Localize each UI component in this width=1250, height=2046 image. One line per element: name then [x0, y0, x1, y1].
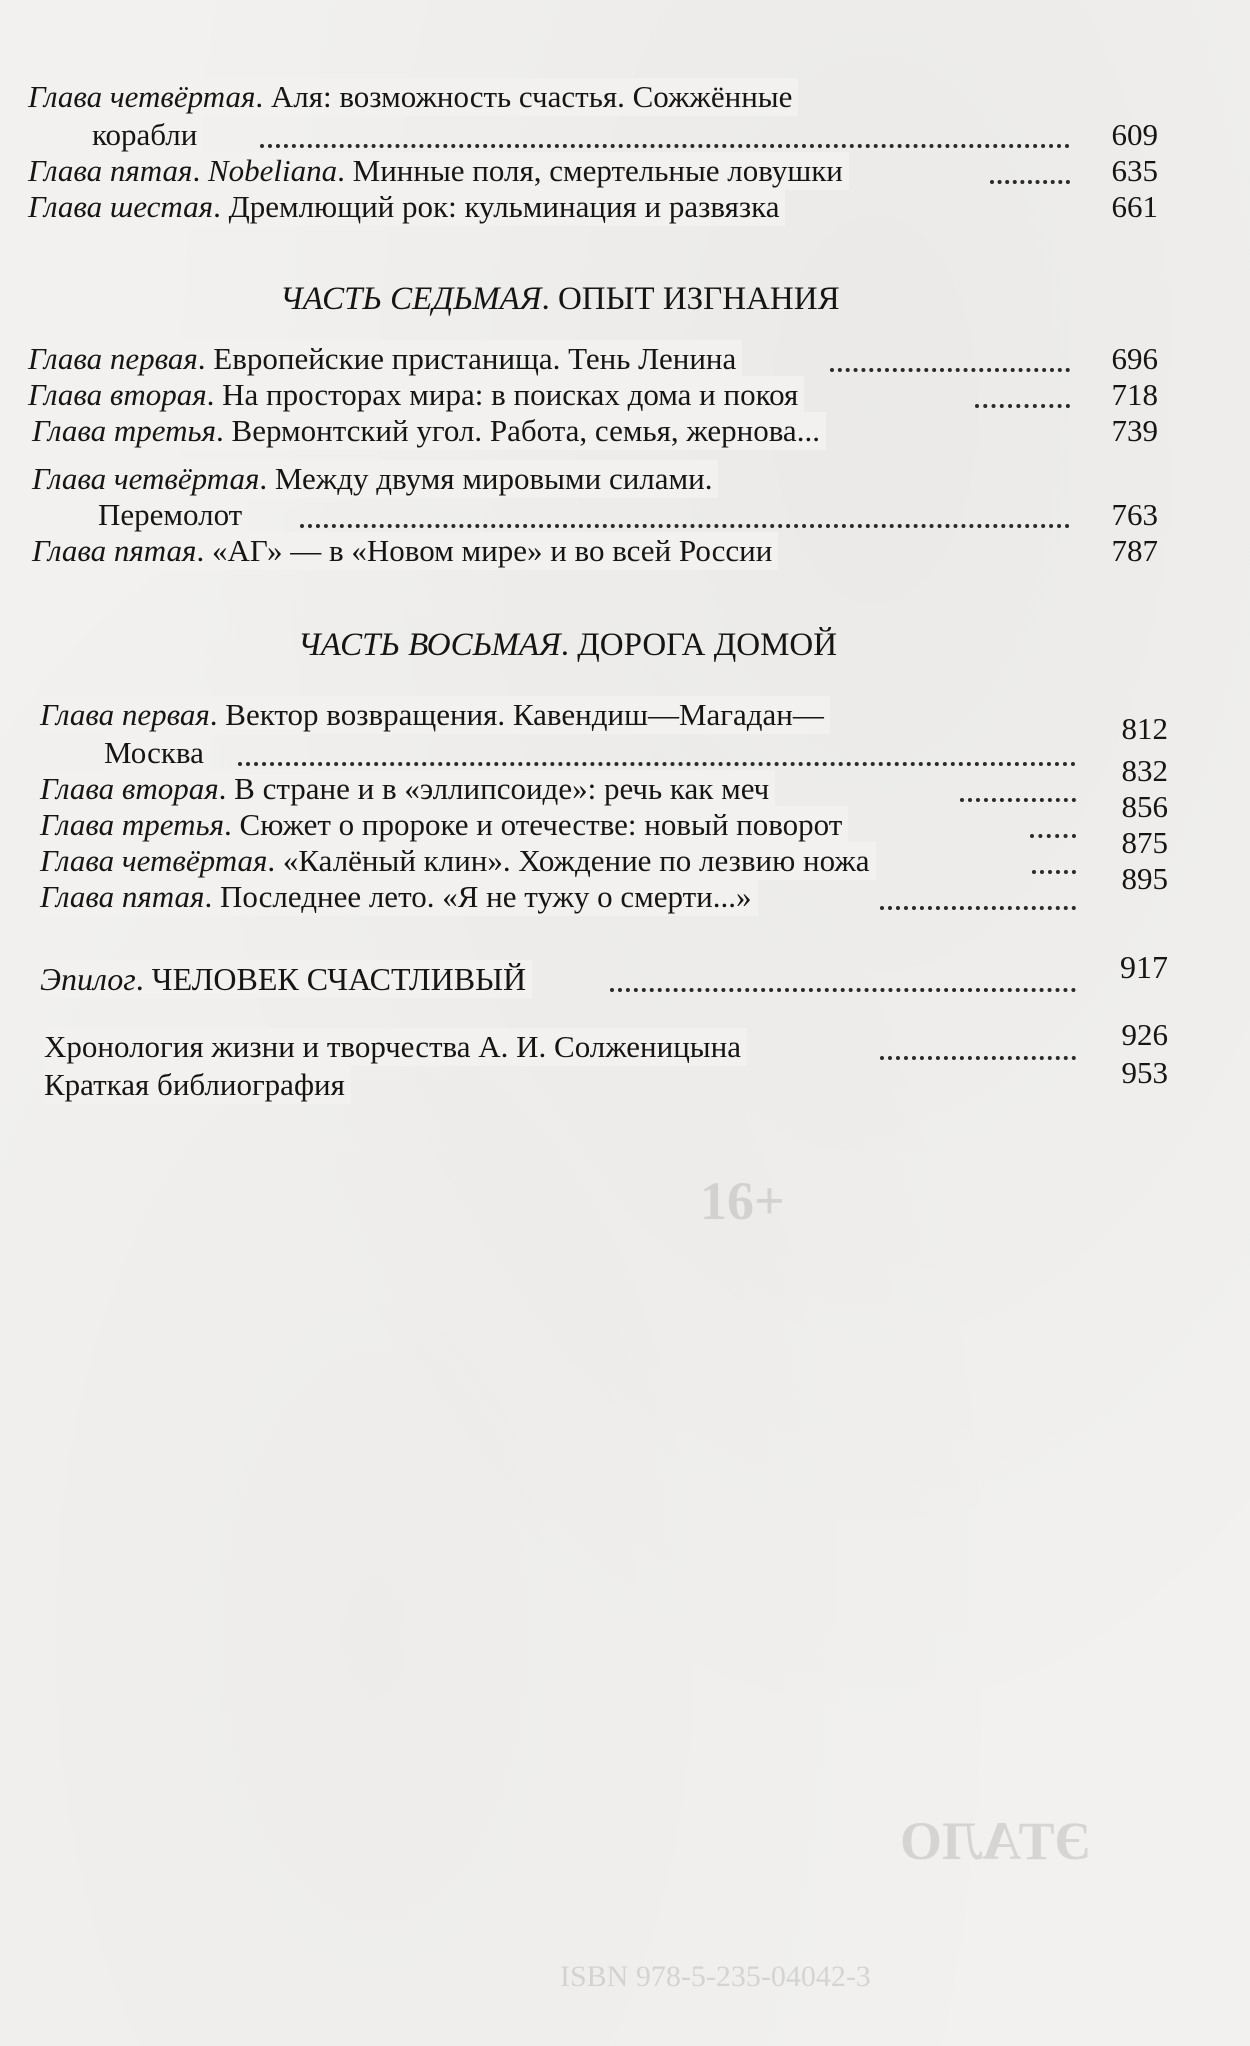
chapter-title: Аля: возможность счастья. Сожжённые	[270, 79, 793, 114]
part-title: ОПЫТ ИЗГНАНИЯ	[557, 281, 840, 317]
toc-entry-p7-ch2: Глава вторая. На просторах мира: в поисках дома и покоя 718	[0, 376, 1250, 414]
chapter-title: Сюжет о пророке и отечестве: новый поворот	[239, 807, 843, 842]
page-number: 832	[1121, 753, 1168, 788]
chapter-title: Между двумя мировыми силами.	[274, 461, 713, 496]
page-number: 917	[1120, 949, 1168, 985]
page-number: 609	[1111, 117, 1158, 152]
page-number: 635	[1111, 153, 1158, 188]
chapter-label: Глава вторая	[28, 377, 207, 412]
toc-entry-p8-ch5-page	[0, 860, 1250, 898]
toc-entry-p8-ch4-page	[0, 824, 1250, 862]
reverse-side-bleed-area	[0, 1110, 1250, 2046]
page-number: 895	[1121, 861, 1168, 896]
chapter-title-continuation: Перемолот	[98, 496, 248, 534]
appendix-title: Хронология жизни и творчества А. И. Солженицына	[44, 1028, 747, 1066]
chapter-title-italic: Nobeliana	[207, 153, 338, 188]
chapter-label: Глава четвёртая	[32, 461, 260, 496]
leader-dots	[300, 486, 1070, 528]
toc-entry-p8-ch5: Глава пятая. Последнее лето. «Я не тужу о смерти...»	[0, 878, 1250, 916]
toc-entry-p8-ch2: Глава вторая. В стране и в «эллипсоиде»: речь как меч	[0, 770, 1250, 808]
chapter-title: Последнее лето. «Я не тужу о смерти...»	[219, 879, 752, 914]
chapter-label: Глава шестая	[28, 189, 214, 224]
page-number: 812	[1121, 711, 1168, 746]
chapter-title-continuation: корабли	[92, 116, 203, 154]
chapter-label: Глава пятая	[32, 533, 197, 568]
chapter-label: Глава третья	[32, 413, 217, 448]
page-number: 718	[1111, 377, 1158, 412]
chapter-title: На просторах мира: в поисках дома и покоя	[222, 377, 799, 412]
toc-entry-ch5-part6: Глава пятая. Nobeliana. Минные поля, смертельные ловушки 635	[0, 152, 1250, 190]
epilogue-label: Эпилог	[40, 961, 136, 997]
chapter-title: Минные поля, смертельные ловушки	[352, 153, 843, 188]
toc-entry-p8-ch1: Глава первая. Вектор возвращения. Кавендиш—Магадан—	[0, 696, 1250, 734]
chapter-label: Глава четвёртая	[28, 79, 256, 114]
part-label: ЧАСТЬ СЕДЬМАЯ	[280, 281, 542, 317]
epilogue-title: ЧЕЛОВЕК СЧАСТЛИВЫЙ	[151, 961, 527, 997]
toc-entry-epilogue: Эпилог. ЧЕЛОВЕК СЧАСТЛИВЫЙ 917	[40, 949, 1168, 997]
toc-entry-chronology	[0, 1017, 1250, 1066]
part-title: ДОРОГА ДОМОЙ	[577, 627, 838, 663]
chapter-title: Вермонтский угол. Работа, семья, жернова...	[231, 413, 820, 448]
page-number: 926	[1121, 1017, 1168, 1052]
page-number: 661	[1111, 189, 1158, 224]
chapter-title: Дремлющий рок: кульминация и развязка	[228, 189, 780, 224]
toc-entry-p7-ch5: Глава пятая. «АГ» — в «Новом мире» и во всей России 787	[32, 533, 1158, 568]
leader-dots	[990, 142, 1070, 184]
toc-entry-p8-ch2-page	[0, 752, 1250, 790]
chapter-title: В стране и в «эллипсоиде»: речь как меч	[234, 771, 770, 806]
chapter-label: Глава третья	[40, 807, 225, 842]
page-number: 763	[1111, 497, 1158, 532]
part-label: ЧАСТЬ ВОСЬМАЯ	[298, 627, 561, 663]
chapter-label: Глава пятая	[28, 153, 193, 188]
page-number: 953	[1121, 1055, 1168, 1090]
appendix-title: Краткая библиография	[44, 1066, 351, 1104]
page-number: 856	[1121, 789, 1168, 824]
chapter-title: Вектор возвращения. Кавендиш—Магадан—	[225, 697, 824, 732]
chapter-label: Глава вторая	[40, 771, 219, 806]
chapter-label: Глава четвёртая	[40, 843, 268, 878]
toc-entry-p8-ch3-page	[0, 788, 1250, 826]
toc-entry-ch4-part6: Глава четвёртая. Аля: возможность счастья. Сожжённые	[0, 78, 1250, 116]
chapter-label: Глава первая	[40, 697, 210, 732]
toc-entry-p7-ch1: Глава первая. Европейские пристанища. Тень Ленина 696	[0, 340, 1250, 378]
page-number: 875	[1121, 825, 1168, 860]
chapter-title: Европейские пристанища. Тень Ленина	[213, 341, 737, 376]
chapter-title-continuation: Москва	[104, 734, 210, 772]
leader-dots	[610, 950, 1076, 992]
chapter-title: «Калёный клин». Хождение по лезвию ножа	[282, 843, 870, 878]
page-number: 739	[1111, 413, 1158, 448]
page-number: 696	[1111, 341, 1158, 376]
table-of-contents: Глава четвёртая. Аля: возможность счастья. Сожжённые корабли 609 Глава пятая. Nobeliana. Минные поля, смертельные ловушки 635 Глава шестая. Дремлющий рок: кульминация и развязка 661 ЧАСТЬ СЕДЬМАЯ. ОПЫТ ИЗГНАНИЯ Глава первая. Европейские пристанища. Тень Ленина 696 Глава вторая. На просторах мира: в поисках дома и покоя 718 Глава третья. Вермонтский угол. Работа, семья, жернова... 739 Глава четвёртая. Между двумя мировыми силами. Перемолот 763 Глава пятая. «АГ» — в «Новом мире» и во всей России 787 ЧАСТЬ ВОСЬМАЯ. ДОРОГА ДОМОЙ Глава первая. Вектор возвращения. Кавендиш—Магадан— Москва 812 Глава вторая. В стране и в «эллипсоиде»: речь как меч 832 Глава третья. Сюжет о пророке и отечестве: новый поворот 856 Глава четвёртая. «Калёный клин». Хождение по лезвию ножа 875 Глава пятая. Последнее лето. «Я не тужу о смерти...» 895 Эпилог. ЧЕЛОВЕК СЧАСТЛИВЫЙ 917 Хронология жизни и творчества А. И. Солженицына 926 Краткая библиография 953	[0, 0, 1250, 1120]
toc-entry-p7-ch3: Глава третья. Вермонтский угол. Работа, семья, жернова... 739	[32, 413, 1158, 448]
chapter-label: Глава пятая	[40, 879, 205, 914]
toc-entry-p7-ch4: Глава четвёртая. Между двумя мировыми силами.	[0, 460, 1250, 498]
leader-dots	[975, 366, 1070, 408]
toc-entry-p8-ch3: Глава третья. Сюжет о пророке и отечестве: новый поворот	[0, 806, 1250, 844]
page-number: 787	[1111, 533, 1158, 568]
chapter-label: Глава первая	[28, 341, 198, 376]
leader-dots	[260, 106, 1070, 148]
leader-dots	[880, 1018, 1076, 1060]
toc-entry-p8-ch4: Глава четвёртая. «Калёный клин». Хождение по лезвию ножа	[0, 842, 1250, 880]
toc-entry-bibliography	[0, 1055, 1250, 1104]
toc-entry-p7-ch4-cont	[0, 496, 1250, 534]
toc-entry-ch6-part6: Глава шестая. Дремлющий рок: кульминация и развязка 661	[28, 189, 1158, 224]
chapter-title: «АГ» — в «Новом мире» и во всей России	[211, 533, 773, 568]
